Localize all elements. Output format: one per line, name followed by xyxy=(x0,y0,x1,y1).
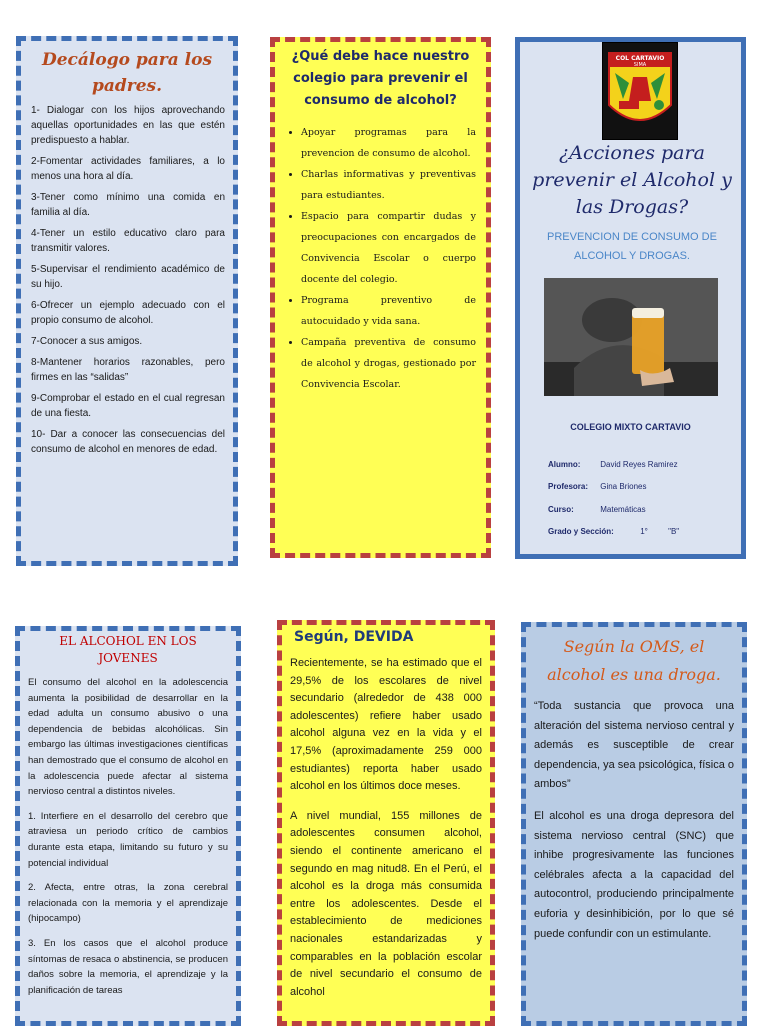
seccion-value: "B" xyxy=(668,527,680,536)
curso-label: Curso: xyxy=(548,505,574,514)
grado-label: Grado y Sección: xyxy=(548,527,614,536)
list-item: • Campaña preventiva de consumo de alcohol y drogas, gestionado por Convivencia Escolar. xyxy=(301,332,476,395)
logo-text-top: COL CARTAVIO xyxy=(615,55,665,62)
list-item: • Charlas informativas y preventivas para estudiantes. xyxy=(301,164,476,206)
jovenes-title: EL ALCOHOL EN LOS JOVENES xyxy=(59,634,197,665)
paragraph: 1. Interfiere en el desarrollo del cerebro que atraviesa un periodo crítico de cambios durante esta etapa, limitando su futuro y su potencial individual xyxy=(28,810,228,869)
list-item: 3-Tener como mínimo una comida en familia al día. xyxy=(31,192,225,218)
paragraph: 3. En los casos que el alcohol produce síntomas de resaca o abstinencia, se producen daños sobre la memoria, el aprendizaje y la planificación de tareas xyxy=(28,937,228,996)
paragraph: A nivel mundial, 155 millones de adolescentes consumen alcohol, siendo el continente americano el segundo en mag nitud8. En el Perú, el alcohol es la droga más consumida entre los adolescentes. Desde el establecimiento de mediciones nacionales estandarizadas y comparables en la población escolar de nivel secundario el consumo de alcohol xyxy=(290,809,482,998)
paragraph: Recientemente, se ha estimado que el 29,5% de los escolares de nivel secundario (alrededor de 438 000 adolescentes) refiere haber usado alcohol alguna vez en la vida y el 17,5% (aproximadamente 259 000 estudiantes) reporta haber usado alcohol en los últimos doce meses. xyxy=(290,657,482,793)
school-logo xyxy=(602,42,678,140)
list-item: 1- Dialogar con los hijos aprovechando aquellas oportunidades en las que estén predispuesto a hablar. xyxy=(31,105,225,146)
info-alumno xyxy=(548,460,678,469)
list-item: 6-Ofrecer un ejemplo adecuado con el propio consumo de alcohol. xyxy=(31,300,225,326)
list-item: 4-Tener un estilo educativo claro para transmitir valores. xyxy=(31,228,225,254)
paragraph: “Toda sustancia que provoca una alteración del sistema nervioso central y además es susceptible de crear dependencia, ya sea psicológica, física o ambos” xyxy=(534,700,734,791)
list-item: 7-Conocer a sus amigos. xyxy=(31,336,143,347)
list-item: 8-Mantener horarios razonables, pero firmes en las “salidas” xyxy=(31,357,225,383)
panel-colegio xyxy=(270,37,491,558)
info-curso xyxy=(548,505,646,514)
cover-subtitle: PREVENCION DE CONSUMO DE ALCOHOL Y DROGAS. xyxy=(547,231,717,262)
list-item: • Programa preventivo de autocuidado y vida sana. xyxy=(301,290,476,332)
colegio-title: ¿Qué debe hace nuestro colegio para prevenir el consumo de alcohol? xyxy=(291,49,470,108)
list-item: • Espacio para compartir dudas y preocupaciones con encargados de Convivencia Escolar o cuerpo docente del colegio. xyxy=(301,206,476,290)
info-grado xyxy=(548,527,679,536)
panel-cover xyxy=(515,37,746,559)
devida-text xyxy=(282,655,490,1001)
profesora-value: Gina Briones xyxy=(600,482,647,491)
oms-title: Según la OMS, el alcohol es una droga. xyxy=(547,637,721,684)
crest-icon xyxy=(603,43,677,139)
decalogo-title: Decálogo para los padres. xyxy=(41,50,213,96)
school-name: COLEGIO MIXTO CARTAVIO xyxy=(570,422,691,432)
list-item: 10- Dar a conocer las consecuencias del consumo de alcohol en menores de edad. xyxy=(31,429,225,455)
curso-value: Matemáticas xyxy=(600,505,646,514)
alumno-label: Alumno: xyxy=(548,460,581,469)
panel-oms xyxy=(521,622,747,1026)
paragraph: El consumo del alcohol en la adolescencia aumenta la posibilidad de desarrollar en la edad adulta un consumo abusivo o una dependencia de bebidas alcohólicas. Sin embargo las últimas investigaciones científicas han demostrado que el consumo de alcohol en la adolescencia puede afectar al sistema nervioso central a distintos niveles. xyxy=(28,677,228,798)
paragraph: 2. Afecta, entre otras, la zona cerebral relacionada con la memoria y el aprendizaje (hipocampo) xyxy=(28,882,228,925)
list-item: 9-Comprobar el estado en el cual regresan de una fiesta. xyxy=(31,393,225,419)
panel-jovenes xyxy=(15,626,241,1026)
drunk-person-photo xyxy=(544,278,718,396)
list-item: 5-Supervisar el rendimiento académico de su hijo. xyxy=(31,264,225,290)
paragraph: El alcohol es una droga depresora del sistema nervioso central (SNC) que inhibe progresivamente las funciones celébrales afecta a la capacidad del autocontrol, produciendo principalmente euforia y desinhibición, por lo que sé puede confundir con un estimulante. xyxy=(534,809,734,940)
list-item: • Apoyar programas para la prevencion de consumo de alcohol. xyxy=(301,122,476,164)
cover-photo xyxy=(544,278,718,396)
alumno-value: David Reyes Ramirez xyxy=(600,460,678,469)
decalogo-list xyxy=(21,103,233,457)
cover-title: ¿Acciones para prevenir el Alcohol y las Drogas? xyxy=(532,142,732,218)
panel-devida xyxy=(277,620,495,1026)
jovenes-text xyxy=(20,675,236,998)
list-item: 2-Fomentar actividades familiares, a lo menos una hora al día. xyxy=(31,156,225,182)
info-profesora xyxy=(548,482,646,491)
colegio-list xyxy=(275,122,486,395)
panel-decalogo xyxy=(16,36,238,566)
oms-text xyxy=(526,697,742,944)
profesora-label: Profesora: xyxy=(548,482,589,491)
devida-title: Según, DEVIDA xyxy=(294,629,414,645)
logo-text-sub: SIMA xyxy=(633,62,647,68)
grado-value: 1° xyxy=(640,527,648,536)
